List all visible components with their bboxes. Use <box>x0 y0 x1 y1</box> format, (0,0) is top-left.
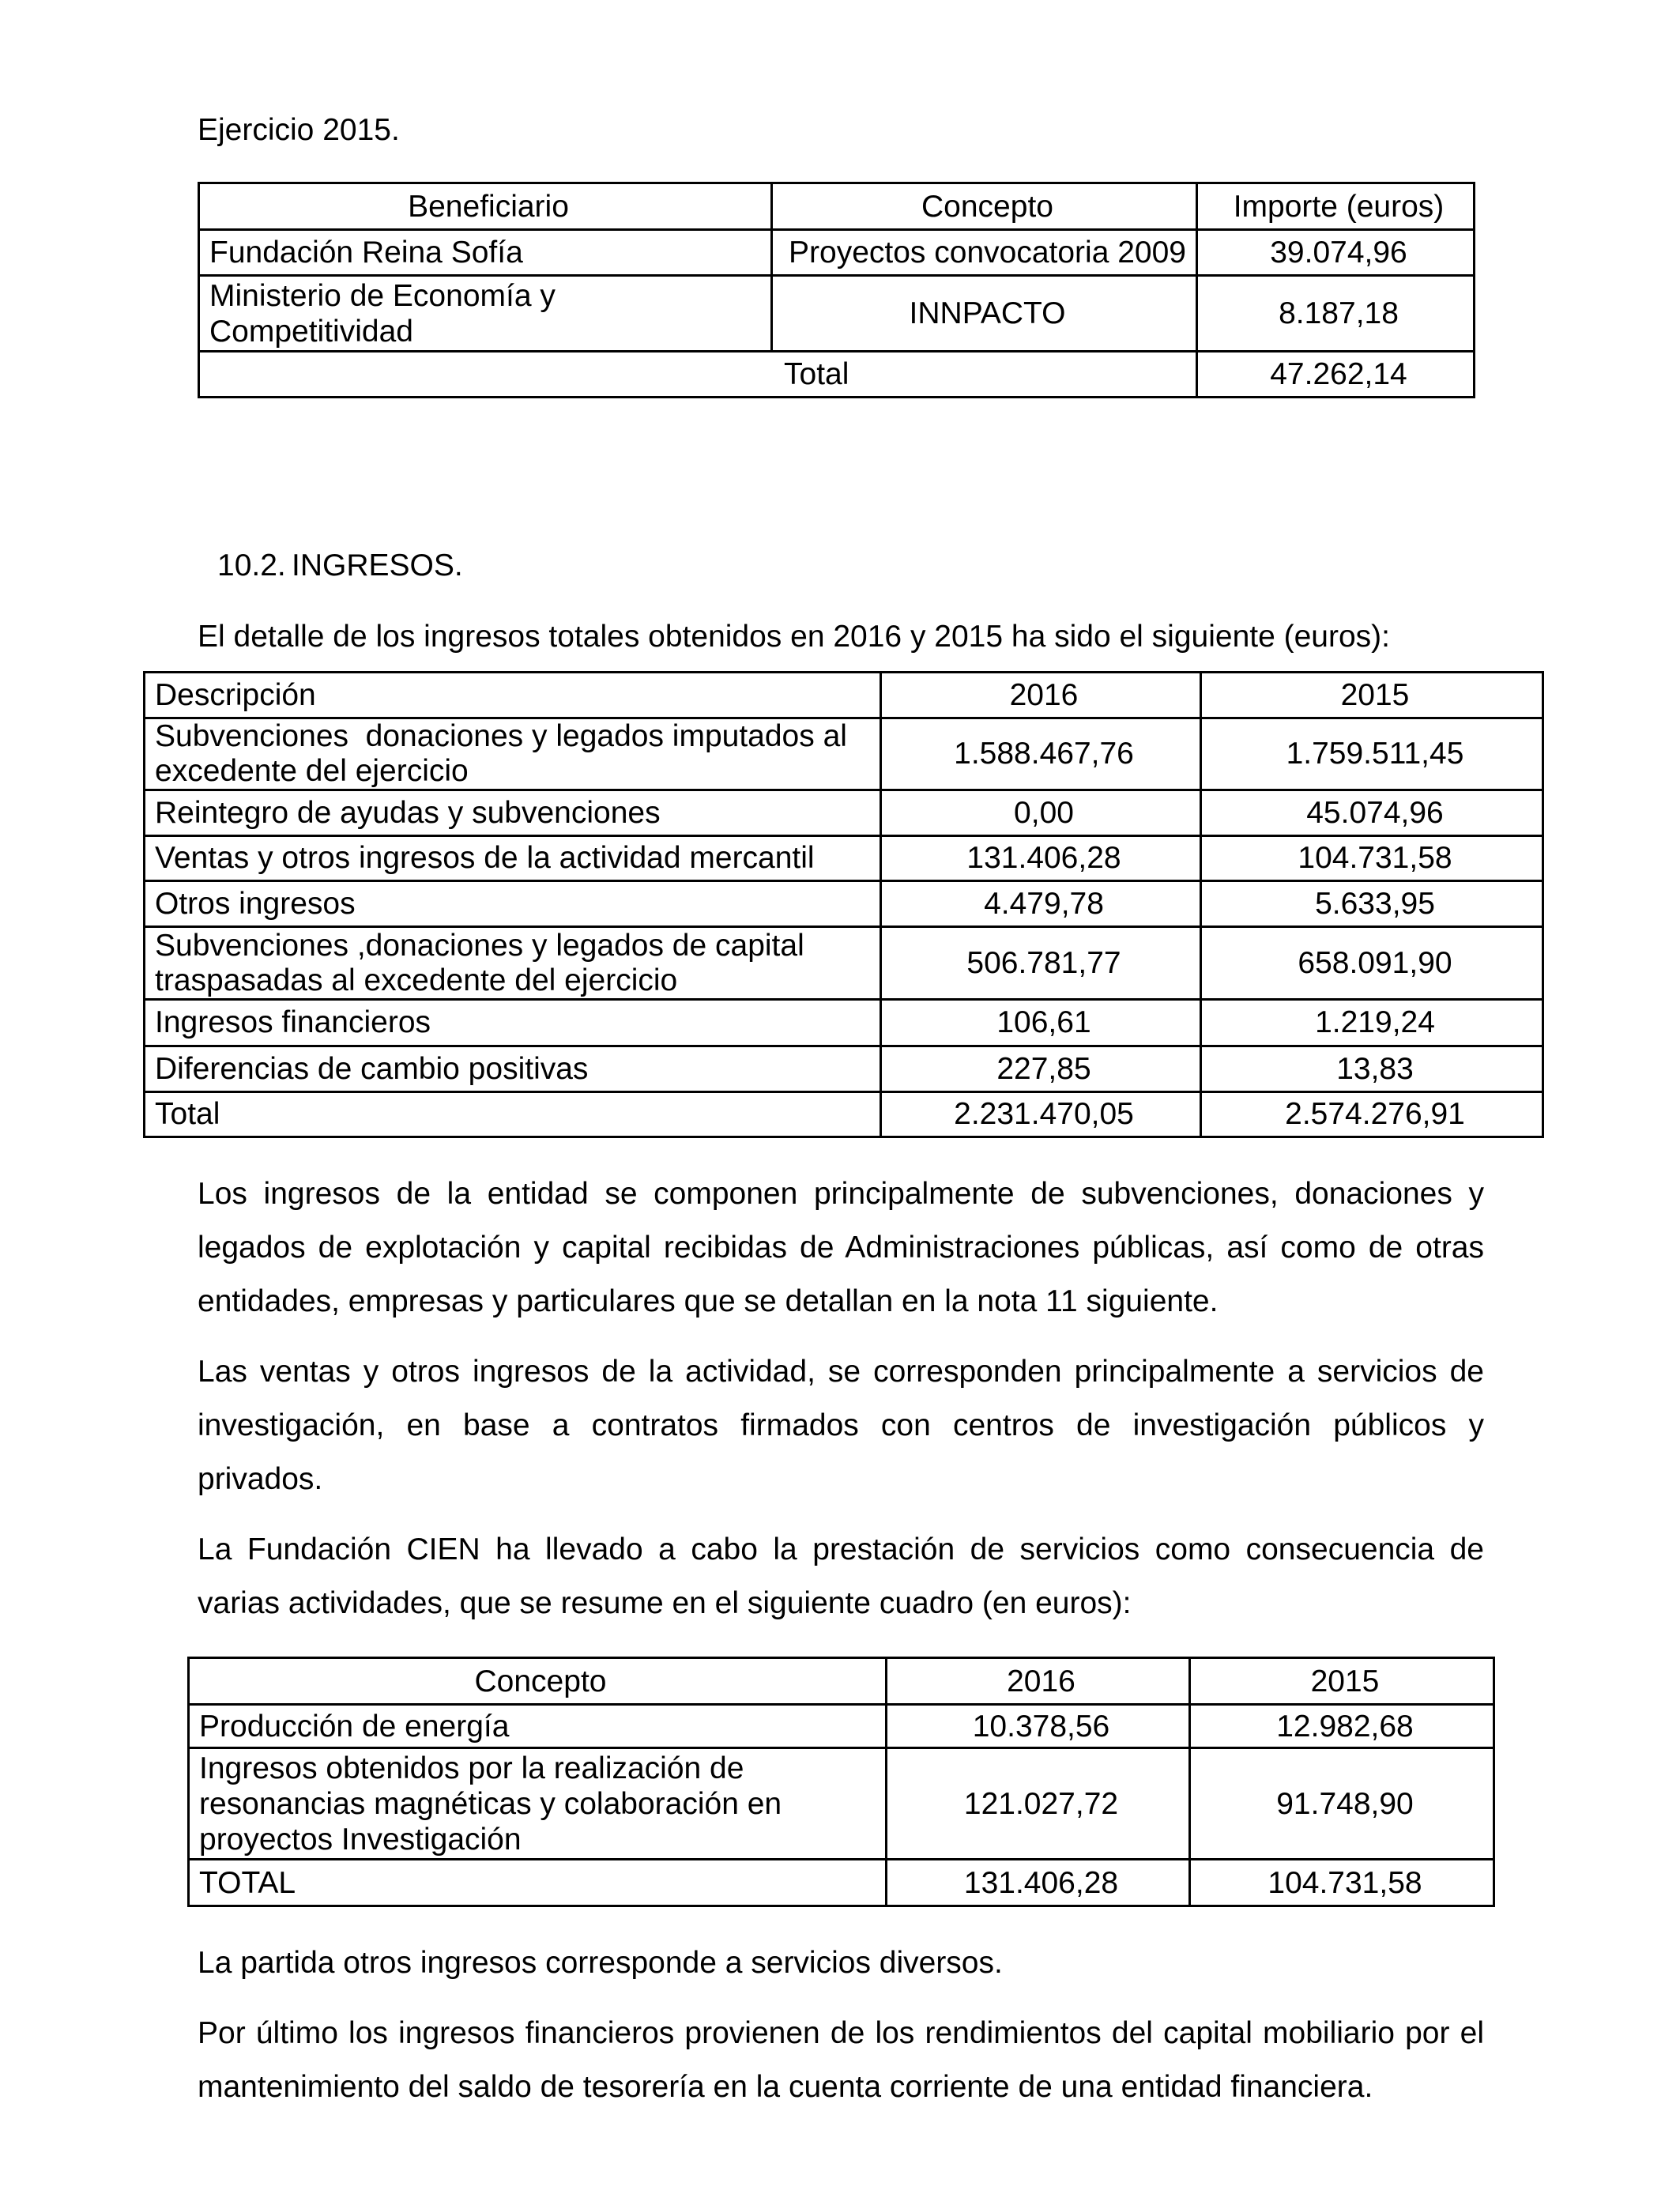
paragraph <box>198 1167 1484 1329</box>
table-row <box>145 790 1543 836</box>
table-row <box>145 927 1543 1000</box>
descripcion-cell: Otros ingresos <box>145 881 881 927</box>
value-2015-cell: 13,83 <box>1201 1046 1543 1092</box>
table-total-row <box>199 352 1475 398</box>
paragraph <box>198 1523 1484 1630</box>
value-2016-cell: 4.479,78 <box>881 881 1201 927</box>
value-2015-cell: 1.759.511,45 <box>1201 718 1543 790</box>
table-row <box>199 230 1475 276</box>
table-row <box>145 1000 1543 1046</box>
paragraph-line: Por último los ingresos financieros provienen de los rendimientos del capital mobiliario por el <box>198 2016 1484 2050</box>
paragraph-line: legados de explotación y capital recibidas de Administraciones públicas, así como de otras <box>198 1231 1484 1265</box>
paragraph <box>198 2007 1484 2114</box>
value-2015-cell: 91.748,90 <box>1190 1748 1494 1860</box>
descripcion-cell: Reintegro de ayudas y subvenciones <box>145 790 881 836</box>
ingresos-intro: El detalle de los ingresos totales obtenidos en 2016 y 2015 ha sido el siguiente (euros): <box>198 620 1390 654</box>
value-2015-cell: 45.074,96 <box>1201 790 1543 836</box>
beneficiario-cell <box>199 230 772 276</box>
total-label: Total <box>145 1092 881 1137</box>
concepto-cell: Producción de energía <box>189 1705 887 1748</box>
table-header-row <box>189 1658 1494 1705</box>
beneficiario-cell <box>199 276 772 352</box>
table-row <box>199 276 1475 352</box>
descripcion-cell: Subvenciones ,donaciones y legados de capital traspasadas al excedente del ejercicio <box>145 927 881 1000</box>
descripcion-cell: Ventas y otros ingresos de la actividad mercantil <box>145 836 881 881</box>
header-descripcion: Descripción <box>145 673 881 718</box>
table-row <box>145 836 1543 881</box>
value-2015-cell: 104.731,58 <box>1201 836 1543 881</box>
table-total-row <box>189 1860 1494 1906</box>
paragraph-line: Los ingresos de la entidad se componen principalmente de subvenciones, donaciones y <box>198 1177 1484 1211</box>
table-row <box>145 1046 1543 1092</box>
section-number: 10.2. <box>217 548 286 582</box>
total-2015-cell: 104.731,58 <box>1190 1860 1494 1906</box>
paragraph-line: investigación, en base a contratos firmados con centros de investigación públicos y <box>198 1408 1484 1442</box>
total-2016-cell: 2.231.470,05 <box>881 1092 1201 1137</box>
header-beneficiario: Beneficiario <box>199 183 772 230</box>
total-label: TOTAL <box>189 1860 887 1906</box>
table-row <box>189 1705 1494 1748</box>
value-2016-cell: 506.781,77 <box>881 927 1201 1000</box>
total-2016-cell: 131.406,28 <box>887 1860 1190 1906</box>
header-concepto: Concepto <box>772 183 1197 230</box>
total-2015-cell: 2.574.276,91 <box>1201 1092 1543 1137</box>
beneficiario-text: Ministerio de Economía y Competitividad <box>209 278 556 349</box>
table-header-row <box>199 183 1475 230</box>
total-label: Total <box>199 352 1197 398</box>
section-heading <box>217 548 463 583</box>
paragraph-line: varias actividades, que se resume en el siguiente cuadro (en euros): <box>198 1586 1132 1620</box>
value-2016-cell: 106,61 <box>881 1000 1201 1046</box>
total-importe-cell: 47.262,14 <box>1197 352 1475 398</box>
descripcion-cell: Diferencias de cambio positivas <box>145 1046 881 1092</box>
table-total-row <box>145 1092 1543 1137</box>
servicios-table <box>187 1657 1495 1907</box>
paragraph-line: entidades, empresas y particulares que se detallan en la nota 11 siguiente. <box>198 1284 1219 1318</box>
table-row <box>145 881 1543 927</box>
table-header-row <box>145 673 1543 718</box>
beneficiario-text: Fundación Reina Sofía <box>209 236 523 270</box>
importe-cell: 8.187,18 <box>1197 276 1475 352</box>
ejercicio-heading: Ejercicio 2015. <box>198 113 400 147</box>
value-2016-cell: 227,85 <box>881 1046 1201 1092</box>
paragraph <box>198 1936 1484 1990</box>
paragraph-line: privados. <box>198 1462 323 1496</box>
value-2016-cell: 131.406,28 <box>881 836 1201 881</box>
paragraph-line: La partida otros ingresos corresponde a servicios diversos. <box>198 1946 1003 1980</box>
value-2016-cell: 10.378,56 <box>887 1705 1190 1748</box>
table-row <box>189 1748 1494 1860</box>
value-2016-cell: 1.588.467,76 <box>881 718 1201 790</box>
value-2016-cell: 121.027,72 <box>887 1748 1190 1860</box>
paragraph-line: Las ventas y otros ingresos de la actividad, se corresponden principalmente a servicios de <box>198 1355 1484 1389</box>
header-importe: Importe (euros) <box>1197 183 1475 230</box>
paragraph-line: mantenimiento del saldo de tesorería en la cuenta corriente de una entidad financiera. <box>198 2070 1373 2104</box>
header-2015: 2015 <box>1190 1658 1494 1705</box>
concepto-cell: Proyectos convocatoria 2009 <box>772 230 1197 276</box>
value-2015-cell: 12.982,68 <box>1190 1705 1494 1748</box>
ingresos-table <box>143 671 1544 1138</box>
paragraph <box>198 1345 1484 1506</box>
descripcion-cell: Subvenciones donaciones y legados imputados al excedente del ejercicio <box>145 718 881 790</box>
header-2016: 2016 <box>881 673 1201 718</box>
section-title: INGRESOS. <box>292 548 463 582</box>
concepto-cell: Ingresos obtenidos por la realización de resonancias magnéticas y colaboración en proyectos Investigación <box>189 1748 887 1860</box>
beneficiarios-table <box>198 182 1475 398</box>
value-2015-cell: 1.219,24 <box>1201 1000 1543 1046</box>
importe-cell: 39.074,96 <box>1197 230 1475 276</box>
header-concepto: Concepto <box>189 1658 887 1705</box>
header-2015: 2015 <box>1201 673 1543 718</box>
value-2016-cell: 0,00 <box>881 790 1201 836</box>
value-2015-cell: 658.091,90 <box>1201 927 1543 1000</box>
concepto-cell: INNPACTO <box>772 276 1197 352</box>
descripcion-cell: Ingresos financieros <box>145 1000 881 1046</box>
value-2015-cell: 5.633,95 <box>1201 881 1543 927</box>
table-row <box>145 718 1543 790</box>
header-2016: 2016 <box>887 1658 1190 1705</box>
paragraph-line: La Fundación CIEN ha llevado a cabo la prestación de servicios como consecuencia de <box>198 1532 1484 1566</box>
